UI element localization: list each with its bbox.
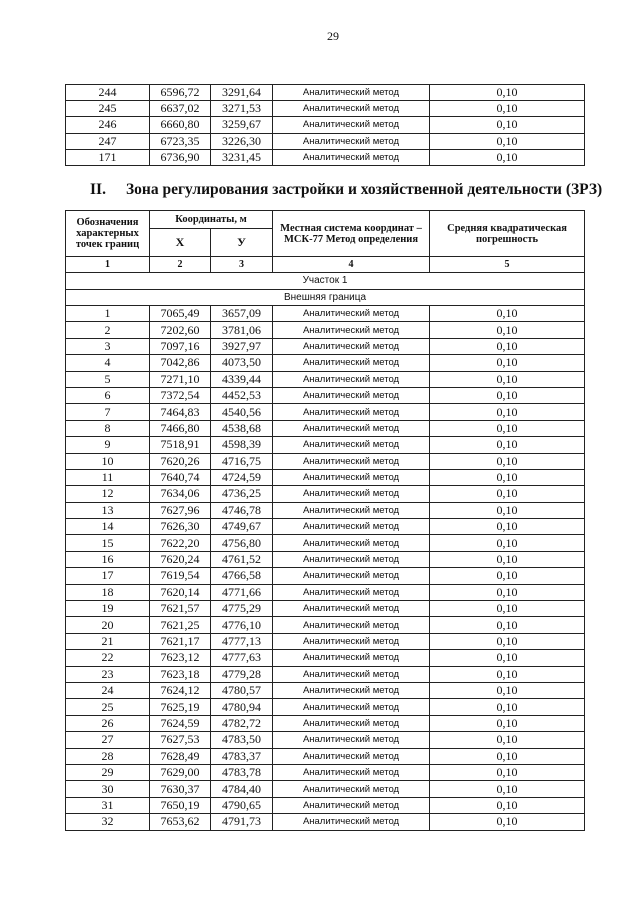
coord-x: 6723,35 [150,133,211,149]
mean-error: 0,10 [430,322,585,338]
coord-x: 7620,24 [150,551,211,567]
coord-x: 7628,49 [150,748,211,764]
coord-x: 7464,83 [150,404,211,420]
top-table-body [66,85,585,166]
mean-error: 0,10 [430,633,585,649]
method: Аналитический метод [273,117,430,133]
point-id: 10 [66,453,150,469]
header-mean-square-error: Средняя квадратическая погрешность [430,211,585,257]
section-heading [90,181,602,199]
method: Аналитический метод [273,715,430,731]
table-row [66,453,585,469]
coord-x: 7629,00 [150,764,211,780]
method: Аналитический метод [273,486,430,502]
method: Аналитический метод [273,781,430,797]
coord-y: 4073,50 [211,355,273,371]
table-row [66,732,585,748]
table-row [66,535,585,551]
main-table-body [66,257,585,831]
mean-error: 0,10 [430,133,585,149]
coord-y: 4776,10 [211,617,273,633]
point-id: 245 [66,101,150,117]
plot-label: Участок 1 [66,273,585,290]
mean-error: 0,10 [430,149,585,165]
mean-error: 0,10 [430,748,585,764]
mean-error: 0,10 [430,666,585,682]
table-row [66,797,585,813]
coord-y: 4749,67 [211,519,273,535]
method: Аналитический метод [273,633,430,649]
table-row [66,322,585,338]
point-id: 28 [66,748,150,764]
table-row [66,682,585,698]
method: Аналитический метод [273,617,430,633]
table-row [66,748,585,764]
point-id: 171 [66,149,150,165]
method: Аналитический метод [273,732,430,748]
header-coordinate-system: Местная система координат – МСК-77 Метод определения [273,211,430,257]
table-row [66,101,585,117]
method: Аналитический метод [273,387,430,403]
table-row [66,781,585,797]
column-number: 2 [150,257,211,273]
table-row [66,306,585,322]
coord-y: 3271,53 [211,101,273,117]
coord-y: 4540,56 [211,404,273,420]
point-id: 12 [66,486,150,502]
coord-y: 4779,28 [211,666,273,682]
mean-error: 0,10 [430,453,585,469]
table-row [66,617,585,633]
method: Аналитический метод [273,814,430,830]
table-row [66,420,585,436]
table-row [66,584,585,600]
table-row [66,404,585,420]
column-number: 3 [211,257,273,273]
table-row [66,666,585,682]
coord-y: 4775,29 [211,601,273,617]
point-id: 9 [66,437,150,453]
method: Аналитический метод [273,101,430,117]
column-number: 1 [66,257,150,273]
method: Аналитический метод [273,437,430,453]
point-id: 20 [66,617,150,633]
point-id: 14 [66,519,150,535]
mean-error: 0,10 [430,617,585,633]
mean-error: 0,10 [430,101,585,117]
point-id: 23 [66,666,150,682]
method: Аналитический метод [273,453,430,469]
mean-error: 0,10 [430,117,585,133]
method: Аналитический метод [273,551,430,567]
method: Аналитический метод [273,306,430,322]
method: Аналитический метод [273,502,430,518]
coord-x: 7640,74 [150,469,211,485]
zrz-coordinates-table [65,210,585,831]
table-row [66,117,585,133]
mean-error: 0,10 [430,437,585,453]
coord-y: 4780,57 [211,682,273,698]
point-id: 247 [66,133,150,149]
table-row [66,699,585,715]
table-row [66,633,585,649]
mean-error: 0,10 [430,420,585,436]
mean-error: 0,10 [430,814,585,830]
table-row [66,469,585,485]
point-id: 18 [66,584,150,600]
coord-y: 4716,75 [211,453,273,469]
column-number: 4 [273,257,430,273]
mean-error: 0,10 [430,797,585,813]
coord-y: 4780,94 [211,699,273,715]
method: Аналитический метод [273,584,430,600]
coord-y: 4724,59 [211,469,273,485]
header-y: У [211,229,273,257]
method: Аналитический метод [273,650,430,666]
table-row [66,601,585,617]
mean-error: 0,10 [430,551,585,567]
method: Аналитический метод [273,469,430,485]
table-row [66,502,585,518]
coord-x: 7650,19 [150,797,211,813]
method: Аналитический метод [273,420,430,436]
table-row [66,355,585,371]
method: Аналитический метод [273,404,430,420]
coord-y: 4771,66 [211,584,273,600]
mean-error: 0,10 [430,404,585,420]
coord-x: 7627,96 [150,502,211,518]
point-id: 246 [66,117,150,133]
coord-x: 7097,16 [150,338,211,354]
coord-x: 7065,49 [150,306,211,322]
coord-x: 6637,02 [150,101,211,117]
coord-x: 7624,59 [150,715,211,731]
coord-y: 4783,78 [211,764,273,780]
coord-x: 7626,30 [150,519,211,535]
point-id: 13 [66,502,150,518]
coord-x: 7653,62 [150,814,211,830]
mean-error: 0,10 [430,650,585,666]
table-row [66,85,585,101]
coord-x: 7627,53 [150,732,211,748]
table-row [66,371,585,387]
point-id: 31 [66,797,150,813]
table-row [66,650,585,666]
coord-x: 7621,17 [150,633,211,649]
mean-error: 0,10 [430,568,585,584]
point-id: 17 [66,568,150,584]
mean-error: 0,10 [430,584,585,600]
section-number: II. [90,181,106,198]
coord-x: 6596,72 [150,85,211,101]
coord-y: 3781,06 [211,322,273,338]
page-number: 29 [327,29,339,43]
coord-x: 7623,12 [150,650,211,666]
table-row [66,338,585,354]
continued-coordinates-table [65,84,585,166]
coord-x: 7625,19 [150,699,211,715]
mean-error: 0,10 [430,764,585,780]
mean-error: 0,10 [430,601,585,617]
column-number: 5 [430,257,585,273]
point-id: 16 [66,551,150,567]
coord-x: 7622,20 [150,535,211,551]
point-id: 5 [66,371,150,387]
coord-y: 4339,44 [211,371,273,387]
coord-x: 6736,90 [150,149,211,165]
coord-x: 7621,57 [150,601,211,617]
method: Аналитический метод [273,748,430,764]
coord-y: 4598,39 [211,437,273,453]
method: Аналитический метод [273,371,430,387]
point-id: 11 [66,469,150,485]
coord-x: 7634,06 [150,486,211,502]
coord-y: 4756,80 [211,535,273,551]
section-title: Зона регулирования застройки и хозяйственной деятельности (ЗРЗ) [126,181,603,198]
coord-x: 7466,80 [150,420,211,436]
table-row [66,149,585,165]
point-id: 32 [66,814,150,830]
mean-error: 0,10 [430,502,585,518]
coord-y: 4777,13 [211,633,273,649]
point-id: 21 [66,633,150,649]
point-id: 24 [66,682,150,698]
method: Аналитический метод [273,322,430,338]
coord-y: 4784,40 [211,781,273,797]
coord-x: 7620,14 [150,584,211,600]
coord-y: 3226,30 [211,133,273,149]
mean-error: 0,10 [430,338,585,354]
point-id: 244 [66,85,150,101]
method: Аналитический метод [273,85,430,101]
point-id: 7 [66,404,150,420]
table-row [66,519,585,535]
point-id: 4 [66,355,150,371]
point-id: 3 [66,338,150,354]
method: Аналитический метод [273,699,430,715]
table-row [66,133,585,149]
mean-error: 0,10 [430,781,585,797]
point-id: 25 [66,699,150,715]
header-x: X [150,229,211,257]
method: Аналитический метод [273,355,430,371]
boundary-row [66,289,585,306]
coord-x: 7202,60 [150,322,211,338]
coord-x: 7620,26 [150,453,211,469]
method: Аналитический метод [273,568,430,584]
mean-error: 0,10 [430,699,585,715]
coord-y: 3231,45 [211,149,273,165]
table-row [66,437,585,453]
coord-y: 4782,72 [211,715,273,731]
point-id: 6 [66,387,150,403]
table-row [66,551,585,567]
coord-y: 4790,65 [211,797,273,813]
coord-y: 3291,64 [211,85,273,101]
coord-x: 7623,18 [150,666,211,682]
coord-y: 4791,73 [211,814,273,830]
method: Аналитический метод [273,535,430,551]
method: Аналитический метод [273,519,430,535]
coord-y: 4783,37 [211,748,273,764]
mean-error: 0,10 [430,732,585,748]
coord-x: 7372,54 [150,387,211,403]
mean-error: 0,10 [430,715,585,731]
table-row [66,814,585,830]
coord-y: 3657,09 [211,306,273,322]
mean-error: 0,10 [430,519,585,535]
mean-error: 0,10 [430,486,585,502]
method: Аналитический метод [273,797,430,813]
mean-error: 0,10 [430,387,585,403]
coord-x: 7630,37 [150,781,211,797]
mean-error: 0,10 [430,469,585,485]
point-id: 26 [66,715,150,731]
mean-error: 0,10 [430,355,585,371]
method: Аналитический метод [273,149,430,165]
header-point-designation: Обозначения характерных точек границ [66,211,150,257]
table-row [66,486,585,502]
coord-x: 7271,10 [150,371,211,387]
point-id: 30 [66,781,150,797]
mean-error: 0,10 [430,85,585,101]
point-id: 8 [66,420,150,436]
plot-row [66,273,585,290]
point-id: 1 [66,306,150,322]
mean-error: 0,10 [430,535,585,551]
coord-y: 4783,50 [211,732,273,748]
coord-y: 4736,25 [211,486,273,502]
coord-x: 7619,54 [150,568,211,584]
point-id: 22 [66,650,150,666]
table-row [66,387,585,403]
mean-error: 0,10 [430,306,585,322]
coord-x: 7624,12 [150,682,211,698]
table-row [66,764,585,780]
point-id: 2 [66,322,150,338]
coord-y: 3927,97 [211,338,273,354]
coord-y: 4452,53 [211,387,273,403]
point-id: 15 [66,535,150,551]
boundary-label: Внешняя граница [66,289,585,306]
table-row [66,715,585,731]
method: Аналитический метод [273,338,430,354]
table-row [66,568,585,584]
coord-y: 3259,67 [211,117,273,133]
coord-y: 4761,52 [211,551,273,567]
point-id: 27 [66,732,150,748]
coord-x: 7518,91 [150,437,211,453]
coord-y: 4746,78 [211,502,273,518]
coord-x: 7621,25 [150,617,211,633]
coord-y: 4766,58 [211,568,273,584]
coord-x: 6660,80 [150,117,211,133]
mean-error: 0,10 [430,371,585,387]
method: Аналитический метод [273,764,430,780]
column-number-row [66,257,585,273]
mean-error: 0,10 [430,682,585,698]
coord-x: 7042,86 [150,355,211,371]
coord-y: 4538,68 [211,420,273,436]
header-coordinates: Координаты, м [150,211,273,229]
method: Аналитический метод [273,601,430,617]
point-id: 29 [66,764,150,780]
coord-y: 4777,63 [211,650,273,666]
point-id: 19 [66,601,150,617]
method: Аналитический метод [273,666,430,682]
method: Аналитический метод [273,682,430,698]
method: Аналитический метод [273,133,430,149]
